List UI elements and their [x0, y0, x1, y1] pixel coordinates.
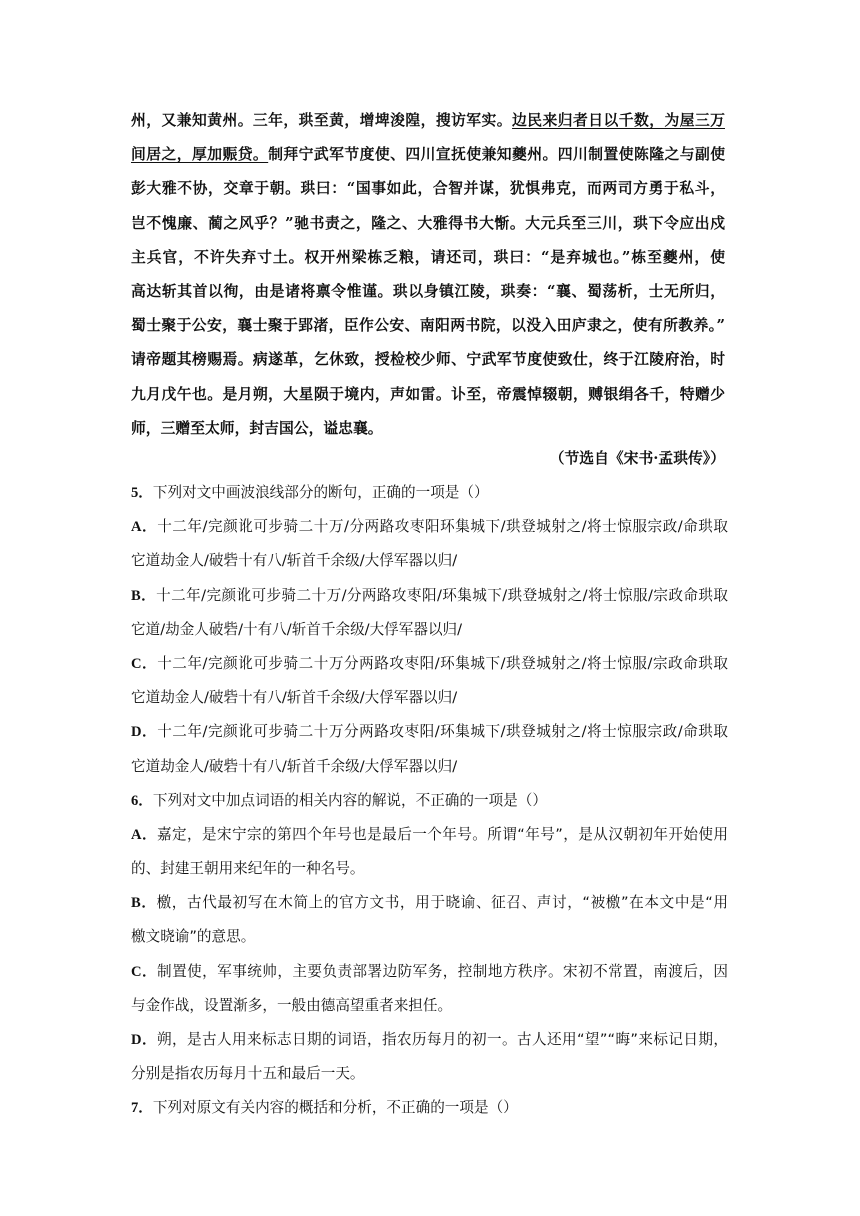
- passage-line: 九月戊午也。是月朔，大星陨于境内，声如雷。讣至，帝震悼辍朝，赙银绢各千，特赠少: [131, 385, 725, 403]
- passage-line: 蜀士聚于公安，襄士聚于郢渚，臣作公安、南阳两书院，以没入田庐隶之，使有所教养。”: [131, 317, 725, 335]
- passage-line: 主兵官，不许失弃寸土。权开州梁栋乏粮，请还司，珙曰：“是弃城也。”栋至夔州，使: [131, 248, 725, 266]
- passage-source-citation: （节选自《宋书·孟珙传》）: [549, 450, 725, 467]
- classical-chinese-passage: [131, 104, 725, 446]
- underlined-phrase: 边民来归者日以千数，为屋三万: [512, 112, 725, 129]
- passage-line: 岂不愧廉、蔺之风乎？”驰书责之，隆之、大雅得书大惭。大元兵至三川，珙下令应出戍: [131, 214, 725, 232]
- question-5-option-d: D．十二年/完颜讹可步骑二十万分两路攻枣阳/环集城下/珙登城射之/将士惊服宗政/命珙取: [131, 723, 728, 741]
- question-6-option-d: D．朔，是古人用来标志日期的词语，指农历每月的初一。古人还用“望”“晦”来标记日期，: [131, 1031, 728, 1048]
- question-5-option-a: A．十二年/完颜讹可步骑二十万/分两路攻枣阳环集城下/珙登城射之/将士惊服宗政/命珙取: [131, 518, 728, 536]
- passage-line: 请帝题其榜赐焉。病遂革，乞休致，授检校少师、宁武军节度使致仕，终于江陵府治，时: [131, 351, 725, 369]
- question-6-option-c-cont: 与金作战，设置渐多，一般由德高望重者来担任。: [131, 996, 453, 1014]
- question-6-option-a: A．嘉定，是宋宁宗的第四个年号也是最后一个年号。所谓“年号”，是从汉朝初年开始使用: [131, 825, 728, 843]
- question-5-option-b-cont: 它道/劫金人破砦/十有八/斩首千余级/大俘军器以归/: [131, 620, 463, 638]
- question-6-option-a-cont: 的、封建王朝用来纪年的一种名号。: [131, 860, 365, 878]
- questions-section: [131, 476, 728, 1126]
- question-5-option-c: C．十二年/完颜讹可步骑二十万分两路攻枣阳/环集城下/珙登城射之/将士惊服/宗政命珙取: [131, 654, 728, 672]
- question-5-option-c-cont: 它道劫金人/破砦十有八/斩首千余级/大俘军器以归/: [131, 689, 458, 707]
- question-7-stem: 7．下列对原文有关内容的概括和分析，不正确的一项是（）: [131, 1099, 518, 1117]
- passage-line: 州，又兼知黄州。三年，珙至黄，增埤浚隍，搜访军实。边民来归者日以千数，为屋三万: [131, 112, 725, 129]
- question-6-option-c: C．制置使，军事统帅，主要负责部署边防军务，控制地方秩序。宋初不常置，南渡后，因: [131, 962, 728, 980]
- question-5-option-a-cont: 它道劫金人/破砦十有八/斩首千余级/大俘军器以归/: [131, 552, 458, 570]
- question-5-option-d-cont: 它道劫金人/破砦十有八/斩首千余级/大俘军器以归/: [131, 757, 458, 775]
- passage-line: 师，三赠至太师，封吉国公，谥忠襄。: [131, 419, 383, 437]
- question-6-option-b: B．檄，古代最初写在木简上的官方文书，用于晓谕、征召、声讨，“被檄”在本文中是“用: [131, 894, 728, 912]
- passage-line: 高达斩其首以徇，由是诸将禀令惟谨。珙以身镇江陵，珙奏：“襄、蜀荡析，士无所归，: [131, 282, 725, 300]
- passage-line: 间居之，厚加赈贷。制拜宁武军节度使、四川宣抚使兼知夔州。四川制置使陈隆之与副使: [131, 146, 725, 164]
- question-5-stem: 5．下列对文中画波浪线部分的断句，正确的一项是（）: [131, 484, 489, 501]
- question-5-option-b: B．十二年/完颜讹可步骑二十万/分两路攻枣阳/环集城下/珙登城射之/将士惊服/宗政命珙取: [131, 586, 728, 604]
- question-6-stem: 6．下列对文中加点词语的相关内容的解说，不正确的一项是（）: [131, 791, 547, 809]
- passage-line: 彭大雅不协，交章于朝。珙曰：“国事如此，合智并谋，犹惧弗克，而两司方勇于私斗，: [131, 180, 725, 198]
- question-6-option-d-cont: 分别是指农历每月十五和最后一天。: [131, 1065, 365, 1083]
- underlined-phrase: 间居之，厚加赈贷。: [131, 146, 269, 164]
- question-6-option-b-cont: 檄文晓谕”的意思。: [131, 928, 256, 946]
